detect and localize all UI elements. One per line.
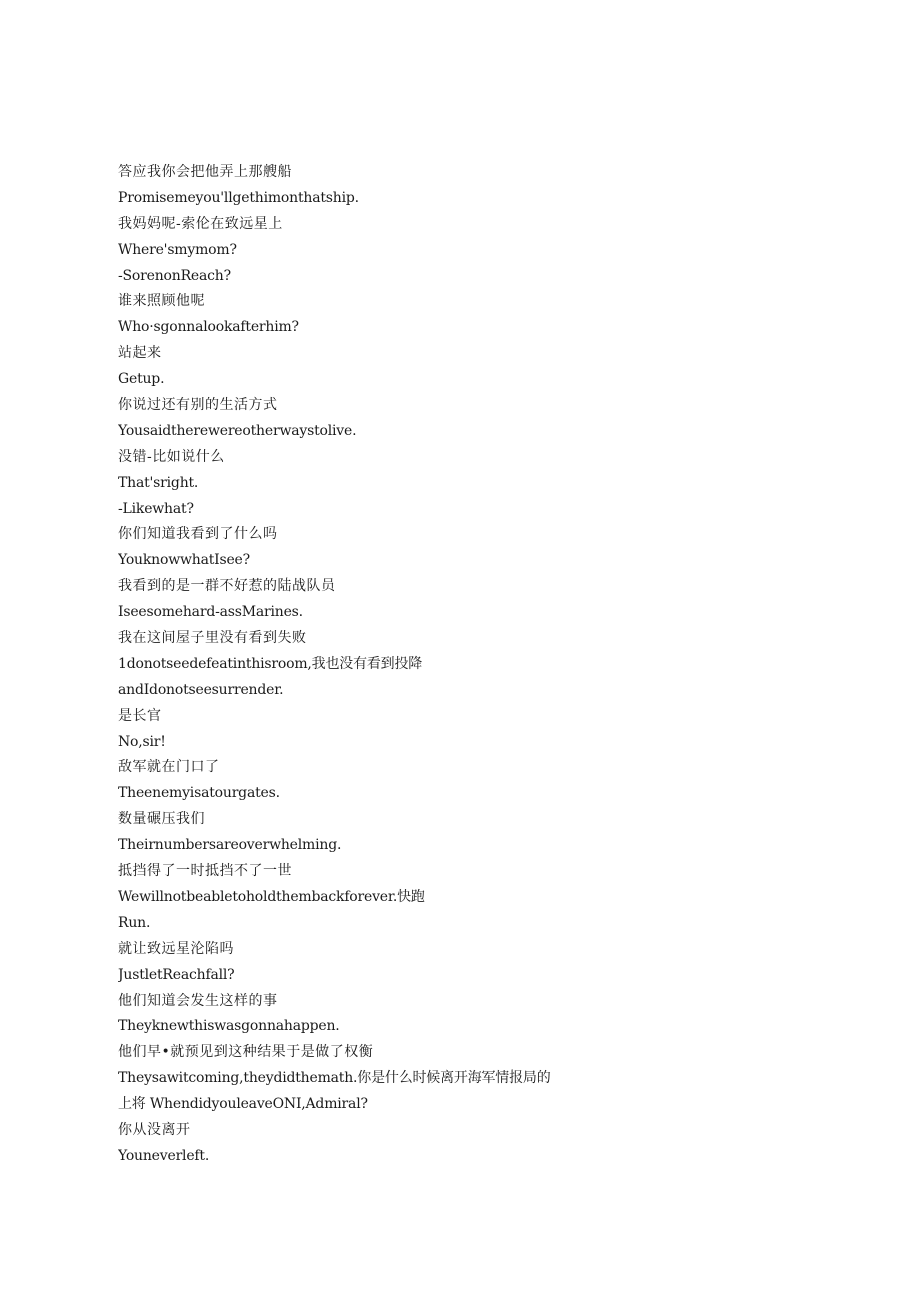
transcript-line: Iseesomehard-assMarines. bbox=[118, 604, 303, 621]
transcript-line: 上将 WhendidyouleaveONI,Admiral? bbox=[118, 1096, 368, 1113]
transcript-line: -Likewhat? bbox=[118, 500, 194, 517]
transcript-line: That'sright. bbox=[118, 474, 199, 491]
transcript-line: 是长官 bbox=[118, 707, 162, 724]
transcript-line: 他们知道会发生这样的事 bbox=[118, 992, 278, 1009]
transcript-line: 抵挡得了一时抵挡不了一世 bbox=[118, 863, 292, 880]
transcript-line: JustletReachfall? bbox=[118, 966, 235, 983]
transcript-line: Yousaidtherewereotherwaystolive. bbox=[118, 422, 357, 439]
transcript-line: Theysawitcoming,theydidthemath.你是什么时候离开海军情报局的 bbox=[118, 1070, 551, 1087]
transcript-line: Getup. bbox=[118, 371, 165, 388]
transcript-line: 你从没离开 bbox=[118, 1121, 191, 1138]
transcript-line: No,sir! bbox=[118, 733, 166, 750]
transcript-line: YouknowwhatIsee? bbox=[118, 552, 250, 569]
transcript-line: 我妈妈呢-索伦在致远星上 bbox=[118, 215, 283, 232]
transcript-line: Who·sgonnalookafterhim? bbox=[118, 319, 299, 336]
transcript-line: Wewillnotbeabletoholdthembackforever.快跑 bbox=[118, 888, 425, 905]
subtitle-transcript bbox=[118, 160, 878, 1170]
transcript-line: andIdonotseesurrender. bbox=[118, 681, 284, 698]
transcript-line: 你们知道我看到了什么吗 bbox=[118, 526, 278, 543]
transcript-line: Promisemeyou'llgethimonthatship. bbox=[118, 189, 359, 206]
transcript-line: -SorenonReach? bbox=[118, 267, 231, 284]
transcript-line: 我看到的是一群不好惹的陆战队员 bbox=[118, 578, 336, 595]
transcript-line: 数量碾压我们 bbox=[118, 811, 205, 828]
transcript-line: 谁来照顾他呢 bbox=[118, 293, 205, 310]
transcript-line: 你说过还有别的生活方式 bbox=[118, 397, 278, 414]
transcript-line: 我在这间屋子里没有看到失败 bbox=[118, 630, 307, 647]
transcript-line: Where'smymom? bbox=[118, 241, 237, 258]
transcript-line: Run. bbox=[118, 914, 151, 931]
transcript-line: 敌军就在门口了 bbox=[118, 759, 220, 776]
transcript-line: Youneverleft. bbox=[118, 1147, 210, 1164]
transcript-line: 没错-比如说什么 bbox=[118, 448, 225, 465]
transcript-line: Theirnumbersareoverwhelming. bbox=[118, 837, 342, 854]
transcript-line: Theenemyisatourgates. bbox=[118, 785, 280, 802]
transcript-line: 站起来 bbox=[118, 345, 162, 362]
transcript-line: 1donotseedefeatinthisroom,我也没有看到投降 bbox=[118, 655, 423, 672]
transcript-line: Theyknewthiswasgonnahappen. bbox=[118, 1018, 340, 1035]
transcript-line: 就让致远星沦陷吗 bbox=[118, 940, 234, 957]
transcript-line: 答应我你会把他弄上那艘船 bbox=[118, 164, 292, 180]
transcript-line: 他们早•就预见到这种结果于是做了权衡 bbox=[118, 1044, 374, 1061]
